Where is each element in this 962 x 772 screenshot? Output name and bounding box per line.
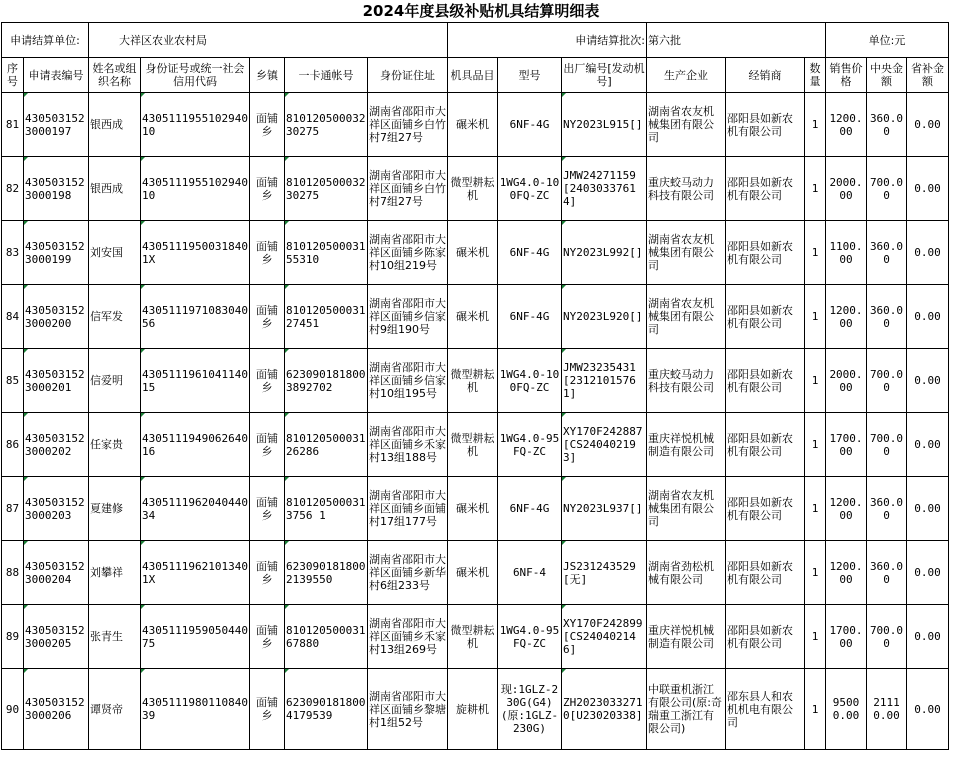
cell-id-no: 430511196204044034 (141, 477, 250, 541)
cell-name: 张青生 (89, 605, 141, 669)
cell-provincial: 0.00 (907, 605, 949, 669)
cell-provincial: 0.00 (907, 541, 949, 605)
cell-account: 81012050003230275 (285, 93, 368, 157)
table-row (2, 541, 949, 605)
cell-account: 6230901818003892702 (285, 349, 368, 413)
table-row (2, 669, 949, 750)
cell-address: 湖南省邵阳市大祥区面铺乡黎塘村1组52号 (368, 669, 448, 750)
cell-seq: 82 (2, 157, 24, 221)
column-header: 机具品目 (448, 58, 498, 93)
column-header: 生产企业 (647, 58, 726, 93)
applicant-label: 申请结算单位: (2, 23, 89, 58)
cell-account: 81012050003167880 (285, 605, 368, 669)
cell-account: 81012050003230275 (285, 157, 368, 221)
cell-category: 碾米机 (448, 285, 498, 349)
header-row (2, 58, 949, 93)
settlement-table (1, 22, 949, 750)
column-header: 一卡通帐号 (285, 58, 368, 93)
cell-manufacturer: 湖南省农友机械集团有限公司 (647, 93, 726, 157)
cell-seq: 86 (2, 413, 24, 477)
cell-serial: NY2023L915[] (562, 93, 647, 157)
cell-address: 湖南省邵阳市大祥区面铺乡新华村6组233号 (368, 541, 448, 605)
cell-central: 360.00 (867, 93, 907, 157)
cell-form-no: 4305031523000204 (24, 541, 89, 605)
cell-qty: 1 (805, 669, 826, 750)
cell-qty: 1 (805, 221, 826, 285)
cell-serial: NY2023L937[] (562, 477, 647, 541)
column-header: 序号 (2, 58, 24, 93)
cell-model: 6NF-4G (498, 93, 562, 157)
unit-label: 单位:元 (826, 23, 949, 58)
cell-seq: 83 (2, 221, 24, 285)
column-header: 型号 (498, 58, 562, 93)
cell-id-no: 430511196104114015 (141, 349, 250, 413)
cell-seq: 90 (2, 669, 24, 750)
cell-provincial: 0.00 (907, 477, 949, 541)
cell-dealer: 邵阳县如新农机有限公司 (726, 157, 805, 221)
cell-address: 湖南省邵阳市大祥区面铺乡禾家村13组188号 (368, 413, 448, 477)
column-header: 数量 (805, 58, 826, 93)
cell-seq: 89 (2, 605, 24, 669)
cell-town: 面铺乡 (250, 605, 285, 669)
cell-name: 刘安国 (89, 221, 141, 285)
cell-provincial: 0.00 (907, 413, 949, 477)
cell-name: 夏建修 (89, 477, 141, 541)
cell-account: 8101205000313756 1 (285, 477, 368, 541)
cell-form-no: 4305031523000201 (24, 349, 89, 413)
cell-dealer: 邵东县人和农机机电有限公司 (726, 669, 805, 750)
cell-manufacturer: 湖南省劲松机械有限公司 (647, 541, 726, 605)
cell-central: 21110.00 (867, 669, 907, 750)
cell-qty: 1 (805, 285, 826, 349)
cell-model: 1WG4.0-95FQ-ZC (498, 605, 562, 669)
cell-town: 面铺乡 (250, 477, 285, 541)
cell-provincial: 0.00 (907, 221, 949, 285)
cell-account: 81012050003155310 (285, 221, 368, 285)
table-row (2, 477, 949, 541)
column-header: 中央金额 (867, 58, 907, 93)
table-row (2, 285, 949, 349)
cell-id-no: 430511195905044075 (141, 605, 250, 669)
cell-central: 360.00 (867, 221, 907, 285)
cell-price: 1200.00 (826, 541, 867, 605)
cell-account: 6230901818002139550 (285, 541, 368, 605)
cell-address: 湖南省邵阳市大祥区面铺乡禾家村13组269号 (368, 605, 448, 669)
cell-address: 湖南省邵阳市大祥区面铺乡白竹村7组27号 (368, 157, 448, 221)
cell-price: 2000.00 (826, 157, 867, 221)
cell-id-no: 430511197108304056 (141, 285, 250, 349)
cell-seq: 87 (2, 477, 24, 541)
cell-price: 1700.00 (826, 605, 867, 669)
cell-name: 谭贤帝 (89, 669, 141, 750)
cell-price: 1100.00 (826, 221, 867, 285)
cell-town: 面铺乡 (250, 413, 285, 477)
cell-town: 面铺乡 (250, 349, 285, 413)
cell-manufacturer: 重庆祥悦机械制造有限公司 (647, 605, 726, 669)
cell-price: 1200.00 (826, 285, 867, 349)
table-row (2, 221, 949, 285)
batch-label: 申请结算批次: (448, 23, 647, 58)
cell-price: 1200.00 (826, 93, 867, 157)
cell-provincial: 0.00 (907, 349, 949, 413)
cell-qty: 1 (805, 349, 826, 413)
cell-seq: 88 (2, 541, 24, 605)
column-header: 身份证号或统一社会信用代码 (141, 58, 250, 93)
column-header: 姓名或组织名称 (89, 58, 141, 93)
column-header: 经销商 (726, 58, 805, 93)
table-row (2, 157, 949, 221)
cell-qty: 1 (805, 93, 826, 157)
cell-serial: ZH20230332710[U23020338] (562, 669, 647, 750)
cell-address: 湖南省邵阳市大祥区面铺乡信家村9组190号 (368, 285, 448, 349)
cell-form-no: 4305031523000205 (24, 605, 89, 669)
cell-model: 1WG4.0-95FQ-ZC (498, 413, 562, 477)
cell-name: 信军发 (89, 285, 141, 349)
applicant-value: 大祥区农业农村局 (89, 23, 448, 58)
cell-town: 面铺乡 (250, 285, 285, 349)
cell-price: 1200.00 (826, 477, 867, 541)
cell-central: 700.00 (867, 605, 907, 669)
cell-town: 面铺乡 (250, 669, 285, 750)
cell-town: 面铺乡 (250, 93, 285, 157)
cell-category: 旋耕机 (448, 669, 498, 750)
cell-dealer: 邵阳县如新农机有限公司 (726, 349, 805, 413)
cell-model: 6NF-4G (498, 477, 562, 541)
cell-id-no: 430511198011084039 (141, 669, 250, 750)
cell-model: 现:1GLZ-230G(G4)(原:1GLZ-230G) (498, 669, 562, 750)
cell-serial: XY170F242899[CS240402146] (562, 605, 647, 669)
table-row (2, 349, 949, 413)
cell-address: 湖南省邵阳市大祥区面铺乡面铺村17组177号 (368, 477, 448, 541)
cell-price: 95000.00 (826, 669, 867, 750)
cell-category: 碾米机 (448, 541, 498, 605)
cell-form-no: 4305031523000206 (24, 669, 89, 750)
cell-address: 湖南省邵阳市大祥区面铺乡陈家村10组219号 (368, 221, 448, 285)
cell-name: 刘攀祥 (89, 541, 141, 605)
cell-id-no: 43051119500318401X (141, 221, 250, 285)
cell-name: 银西成 (89, 157, 141, 221)
cell-dealer: 邵阳县如新农机有限公司 (726, 605, 805, 669)
cell-form-no: 4305031523000197 (24, 93, 89, 157)
cell-provincial: 0.00 (907, 93, 949, 157)
cell-serial: JS231243529[无] (562, 541, 647, 605)
column-header: 申请表编号 (24, 58, 89, 93)
column-header: 省补金额 (907, 58, 949, 93)
cell-model: 6NF-4G (498, 285, 562, 349)
cell-category: 微型耕耘机 (448, 157, 498, 221)
cell-dealer: 邵阳县如新农机有限公司 (726, 93, 805, 157)
cell-qty: 1 (805, 541, 826, 605)
cell-qty: 1 (805, 477, 826, 541)
cell-model: 6NF-4G (498, 221, 562, 285)
cell-central: 360.00 (867, 477, 907, 541)
cell-model: 1WG4.0-100FQ-ZC (498, 349, 562, 413)
cell-dealer: 邵阳县如新农机有限公司 (726, 285, 805, 349)
cell-account: 81012050003126286 (285, 413, 368, 477)
column-header: 出厂编号[发动机号] (562, 58, 647, 93)
cell-manufacturer: 重庆蛟马动力科技有限公司 (647, 157, 726, 221)
cell-manufacturer: 重庆祥悦机械制造有限公司 (647, 413, 726, 477)
cell-category: 微型耕耘机 (448, 413, 498, 477)
cell-dealer: 邵阳县如新农机有限公司 (726, 477, 805, 541)
cell-provincial: 0.00 (907, 285, 949, 349)
cell-seq: 85 (2, 349, 24, 413)
cell-central: 700.00 (867, 157, 907, 221)
cell-provincial: 0.00 (907, 157, 949, 221)
cell-address: 湖南省邵阳市大祥区面铺乡信家村10组195号 (368, 349, 448, 413)
cell-category: 微型耕耘机 (448, 605, 498, 669)
cell-serial: NY2023L920[] (562, 285, 647, 349)
cell-serial: NY2023L992[] (562, 221, 647, 285)
cell-manufacturer: 湖南省农友机械集团有限公司 (647, 477, 726, 541)
cell-dealer: 邵阳县如新农机有限公司 (726, 413, 805, 477)
cell-town: 面铺乡 (250, 221, 285, 285)
cell-name: 信爱明 (89, 349, 141, 413)
column-header: 身份证住址 (368, 58, 448, 93)
cell-central: 360.00 (867, 541, 907, 605)
cell-manufacturer: 重庆蛟马动力科技有限公司 (647, 349, 726, 413)
cell-town: 面铺乡 (250, 157, 285, 221)
cell-account: 81012050003127451 (285, 285, 368, 349)
cell-manufacturer: 湖南省农友机械集团有限公司 (647, 285, 726, 349)
cell-category: 碾米机 (448, 93, 498, 157)
cell-id-no: 430511195510294010 (141, 157, 250, 221)
cell-category: 微型耕耘机 (448, 349, 498, 413)
cell-central: 700.00 (867, 413, 907, 477)
cell-provincial: 0.00 (907, 669, 949, 750)
cell-model: 6NF-4 (498, 541, 562, 605)
cell-dealer: 邵阳县如新农机有限公司 (726, 541, 805, 605)
cell-form-no: 4305031523000200 (24, 285, 89, 349)
cell-qty: 1 (805, 157, 826, 221)
table-row (2, 93, 949, 157)
cell-id-no: 430511194906264016 (141, 413, 250, 477)
cell-central: 700.00 (867, 349, 907, 413)
table-row (2, 605, 949, 669)
cell-serial: XY170F242887[CS240402193] (562, 413, 647, 477)
cell-dealer: 邵阳县如新农机有限公司 (726, 221, 805, 285)
cell-serial: JMW23235431[23121015761] (562, 349, 647, 413)
cell-form-no: 4305031523000203 (24, 477, 89, 541)
cell-qty: 1 (805, 605, 826, 669)
column-header: 销售价格 (826, 58, 867, 93)
cell-name: 银西成 (89, 93, 141, 157)
table-row (2, 413, 949, 477)
cell-price: 1700.00 (826, 413, 867, 477)
cell-form-no: 4305031523000202 (24, 413, 89, 477)
cell-category: 碾米机 (448, 221, 498, 285)
cell-manufacturer: 湖南省农友机械集团有限公司 (647, 221, 726, 285)
cell-category: 碾米机 (448, 477, 498, 541)
cell-form-no: 4305031523000199 (24, 221, 89, 285)
page-title: 2024年度县级补贴机具结算明细表 (362, 2, 600, 20)
cell-central: 360.00 (867, 285, 907, 349)
cell-seq: 81 (2, 93, 24, 157)
cell-town: 面铺乡 (250, 541, 285, 605)
cell-id-no: 43051119621013401X (141, 541, 250, 605)
info-row (2, 23, 949, 58)
cell-qty: 1 (805, 413, 826, 477)
cell-serial: JMW24271159[24030337614] (562, 157, 647, 221)
cell-model: 1WG4.0-100FQ-ZC (498, 157, 562, 221)
cell-price: 2000.00 (826, 349, 867, 413)
cell-name: 任家贵 (89, 413, 141, 477)
batch-value: 第六批 (647, 23, 826, 58)
cell-seq: 84 (2, 285, 24, 349)
cell-form-no: 4305031523000198 (24, 157, 89, 221)
cell-account: 6230901818004179539 (285, 669, 368, 750)
cell-manufacturer: 中联重机浙江有限公司(原:奇瑞重工浙江有限公司) (647, 669, 726, 750)
cell-address: 湖南省邵阳市大祥区面铺乡白竹村7组27号 (368, 93, 448, 157)
column-header: 乡镇 (250, 58, 285, 93)
cell-id-no: 430511195510294010 (141, 93, 250, 157)
